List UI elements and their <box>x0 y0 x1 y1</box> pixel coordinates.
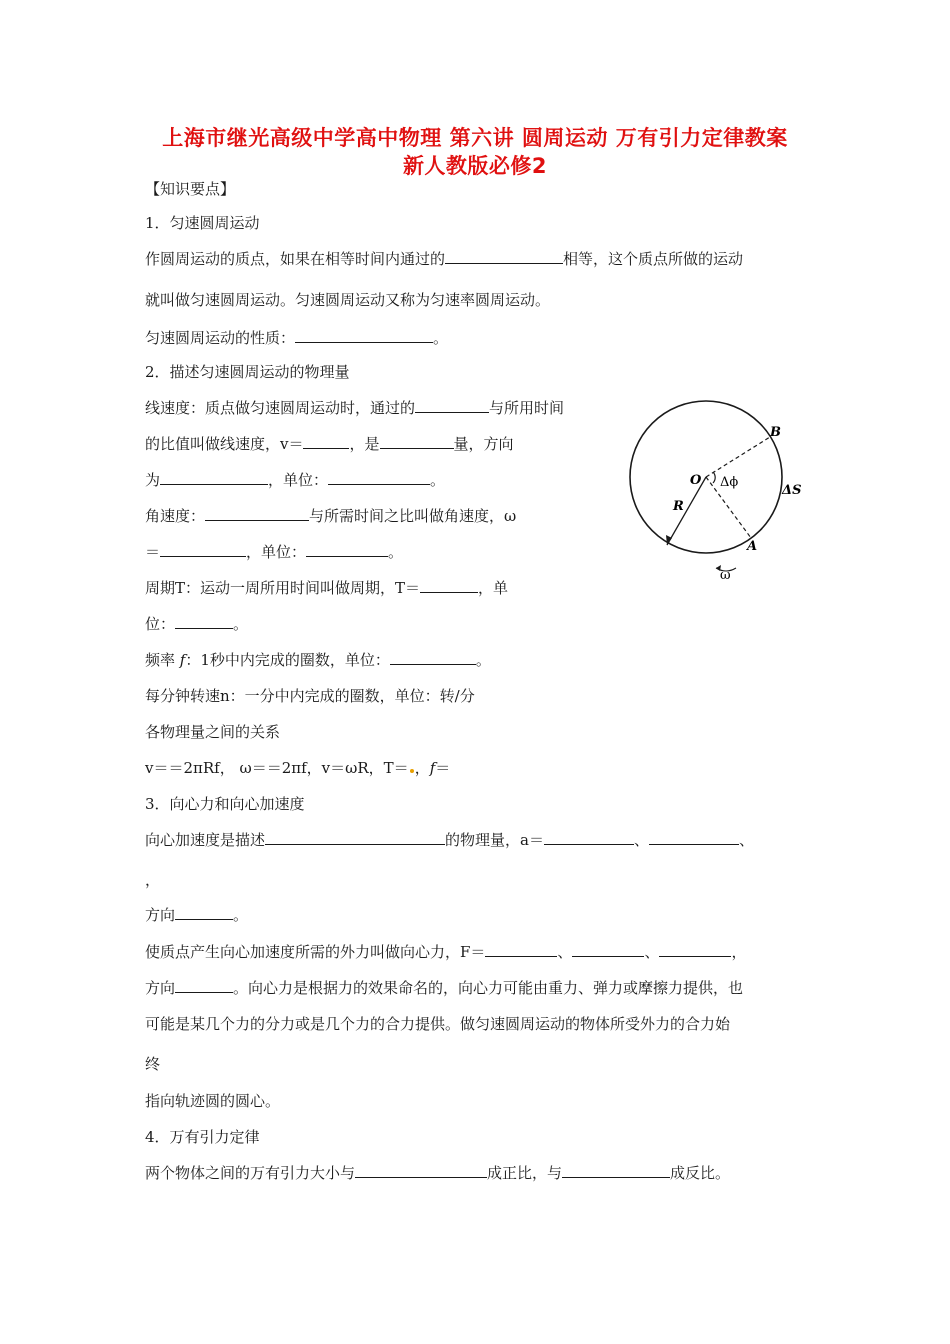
blank[interactable] <box>355 1163 487 1178</box>
heading-uniform-circular-motion: 1．匀速圆周运动 <box>145 214 260 232</box>
relations-heading: 各物理量之间的关系 <box>145 723 281 741</box>
blank[interactable] <box>328 470 430 485</box>
rpm-line: 每分钟转速n：一分中内完成的圈数，单位：转/分 <box>145 687 475 705</box>
blank[interactable] <box>572 942 644 957</box>
blank[interactable] <box>562 1163 670 1178</box>
angular-velocity-line1: 角速度： 与所需时间之比叫做角速度，ω <box>145 507 517 525</box>
blank[interactable] <box>649 830 739 845</box>
paragraph-definition-cont: 就叫做匀速圆周运动。匀速圆周运动又称为匀速率圆周运动。 <box>145 291 551 309</box>
accel-direction-line: 方向 。 <box>145 906 249 924</box>
blank[interactable] <box>205 506 309 521</box>
label-o: O <box>690 473 702 488</box>
stray-comma: ， <box>145 871 161 889</box>
orange-dot <box>410 769 414 773</box>
gravitation-line: 两个物体之间的万有引力大小与 成正比，与 成反比。 <box>145 1164 731 1182</box>
label-delta-phi: Δϕ <box>720 475 739 490</box>
document-title-line2: 新人教版必修2 <box>402 154 548 178</box>
heading-centripetal: 3．向心力和向心加速度 <box>145 795 305 813</box>
label-omega: ω <box>720 568 731 583</box>
angular-velocity-line2: ＝ ，单位： 。 <box>145 543 404 561</box>
relations-equations: v＝＝2πRf， ω＝＝2πf，v＝ωR，T＝ ，f＝ <box>145 759 451 777</box>
blank[interactable] <box>415 398 489 413</box>
centripetal-accel-line: 向心加速度是描述 的物理量，a＝ 、 、 <box>145 831 754 849</box>
period-line2: 位： 。 <box>145 615 249 633</box>
blank[interactable] <box>295 328 433 343</box>
label-a: A <box>747 539 758 554</box>
blank[interactable] <box>485 942 557 957</box>
blank[interactable] <box>445 249 563 264</box>
blank[interactable] <box>175 978 233 993</box>
blank[interactable] <box>303 434 349 449</box>
blank[interactable] <box>380 434 454 449</box>
force-direction-line: 方向 。向心力是根据力的效果命名的，向心力可能由重力、弹力或摩擦力提供，也 <box>145 979 744 997</box>
blank[interactable] <box>160 542 246 557</box>
frequency-line: 频率 f：1秒中内完成的圈数，单位： 。 <box>145 651 491 669</box>
blank[interactable] <box>390 650 476 665</box>
centripetal-force-line: 使质点产生向心加速度所需的外力叫做向心力，F＝ 、 、 ， <box>145 943 747 961</box>
blank[interactable] <box>659 942 731 957</box>
circular-motion-diagram <box>620 398 820 588</box>
radius-ob <box>706 437 770 477</box>
force-paragraph-cont: 可能是某几个力的分力或是几个力的合力提供。做匀速圆周运动的物体所受外力的合力始 <box>145 1015 731 1033</box>
blank[interactable] <box>265 830 445 845</box>
section-heading: 【知识要点】 <box>145 180 236 198</box>
paragraph-definition: 作圆周运动的质点，如果在相等时间内通过的 相等，这个质点所做的运动 <box>145 250 744 268</box>
linear-velocity-line3: 为 ，单位： 。 <box>145 471 446 489</box>
angle-arc <box>713 472 715 483</box>
label-r: R <box>673 499 684 514</box>
paragraph-nature: 匀速圆周运动的性质： 。 <box>145 329 449 347</box>
blank[interactable] <box>160 470 268 485</box>
force-paragraph-final: 指向轨迹圆的圆心。 <box>145 1092 281 1110</box>
document-title-line1: 上海市继光高级中学高中物理 第六讲 圆周运动 万有引力定律教案 <box>162 126 788 150</box>
heading-quantities: 2．描述匀速圆周运动的物理量 <box>145 363 350 381</box>
heading-gravitation: 4．万有引力定律 <box>145 1128 260 1146</box>
force-paragraph-end: 终 <box>145 1055 161 1073</box>
blank[interactable] <box>544 830 634 845</box>
label-delta-s: ΔS <box>782 483 802 498</box>
linear-velocity-line2: 的比值叫做线速度，v＝ ，是 量，方向 <box>145 435 514 453</box>
linear-velocity-line1: 线速度：质点做匀速圆周运动时，通过的 与所用时间 <box>145 399 565 417</box>
blank[interactable] <box>306 542 388 557</box>
period-line1: 周期T：运动一周所用时间叫做周期，T＝ ，单 <box>145 579 509 597</box>
blank[interactable] <box>175 905 233 920</box>
label-b: B <box>770 425 781 440</box>
blank[interactable] <box>420 578 478 593</box>
blank[interactable] <box>175 614 233 629</box>
